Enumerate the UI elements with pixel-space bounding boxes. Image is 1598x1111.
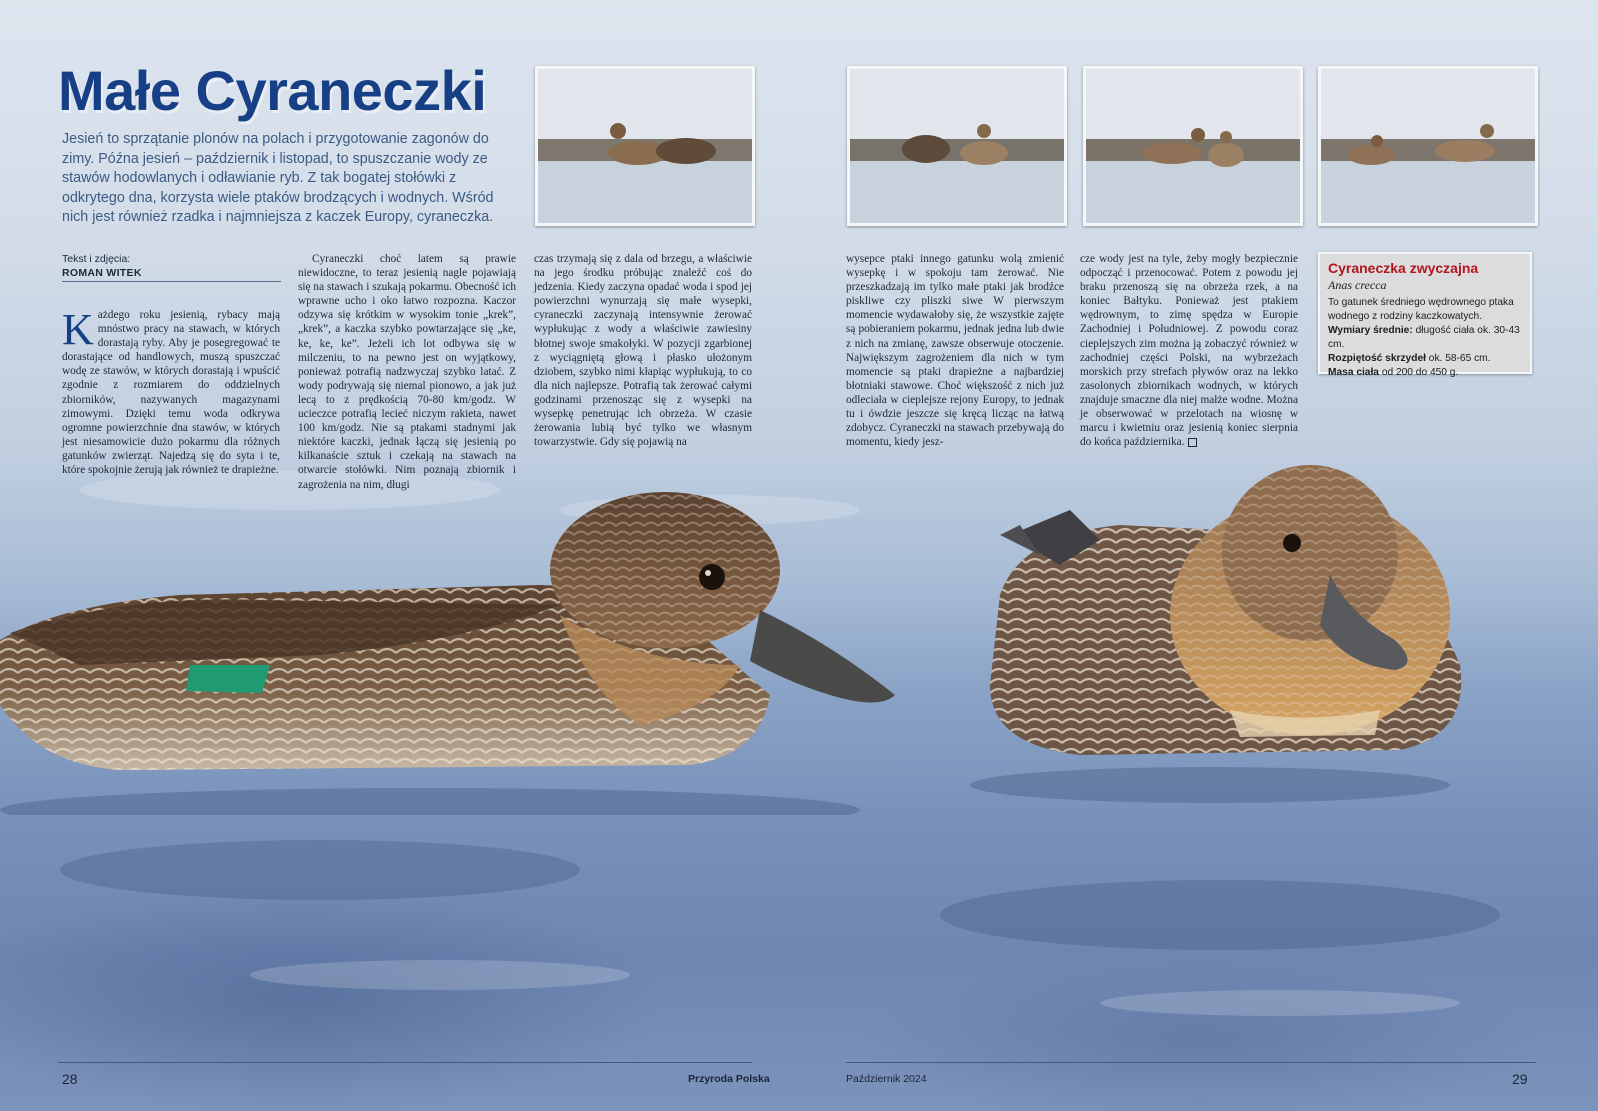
page-number-right: 29 [1512, 1071, 1528, 1087]
water-ripple [1100, 990, 1460, 1016]
text-column-5 [1080, 252, 1298, 449]
page-number-left: 28 [62, 1071, 78, 1087]
text-column-3 [534, 252, 752, 449]
thumbnail-photo-3 [1083, 66, 1303, 226]
column-text: cze wody jest na tyle, żeby mogły bezpiecznie odpocząć i przenocować. Potem z powodu jej braku przenoszą się na obrzeża rzek, a na koniec Bałtyku. Ponieważ jest ptakiem wędrownym, to zimę spędza w Europie Zachodniej i Południowej. Z powodu coraz cieplejszych zim można ją zobaczyć również w zachodniej części Polski, na wybrzeżach morskich przy strefach pływów oraz na lekko zasolonych zbiornikach wodnych, w których znajduje smaczne dla niej małże wodne. Można je obserwować w przelotach na wiosnę w marcu i kwietniu oraz jesienią koniec sierpnia do końca października. [1080, 253, 1298, 449]
drop-cap: K [62, 305, 94, 354]
hero-photo-teal-ducks [0, 465, 1598, 815]
issue-date: Październik 2024 [846, 1073, 927, 1085]
factbox-title: Cyraneczka zwyczajna [1328, 260, 1479, 276]
teal-pair-illustration [538, 69, 752, 223]
column-text: ażdego roku jesienią, rybacy mają mnóstwo pracy na stawach, w których dorastają ryby. Aby je posegregować te dorastające od handlowych, muszą spuszczać wodę ze stawów, w których dorastają i wpuścić zgodnie z rozmiarem do oddzielnych zbiorników, nazywanych magazynami zimowymi. Dzięki temu woda odkrywa ogromne powierzchnie dna stawów, w których jest niesamowicie dużo pokarmu dla różnych gatunków zwierząt. Najedzą się do syta i te, które spokojnie żerują jak również te drapieżne. [62, 309, 280, 477]
factbox-mass-value: od 200 do 450 g. [1378, 367, 1459, 378]
factbox-mass-label: Masa ciała [1328, 367, 1379, 378]
factbox-latin-name: Anas crecca [1328, 278, 1387, 292]
column-text: czas trzymają się z dala od brzegu, a właściwie na jego środku próbując znaleźć coś do jedzenia. Kiedy zaczyna opadać woda i spod jej powierzchni wynurzają się małe wysepki, cyraneczki zaczynają intensywnie żerować wypłukując z wody a właściwie zawiesiny błotnej swoje smakołyki. W pozycji zgarbionej z wyciągniętą głową i płasko ułożonym dziobem, szybko nimi kłapiąc wypłukują, to co dla nich najlepsze. Potrafią tak żerować całymi godzinami przenosząc się z wysepki na wysepkę penetrując ich obrzeża. W czasie żerowania lubią być tylko we własnym towarzystwie. Gdy się pojawią na [534, 253, 752, 449]
factbox-wingspan-value: ok. 58-65 cm. [1425, 353, 1491, 364]
footer-rule-left [58, 1062, 752, 1063]
factbox-mass [1328, 366, 1522, 380]
thumbnail-photo-1 [535, 66, 755, 226]
byline-label: Tekst i zdjęcia: [62, 253, 131, 265]
article-lead: Jesień to sprzątanie plonów na polach i przygotowanie zagonów do zimy. Późna jesień – październik i listopad, to spuszczanie wody ze stawów hodowlanych i odławianie ryb. Z tak bogatej stołówki z odkrytego dna, korzysta wiele ptaków brodzących i wodnych. Wśród nich jest również rzadka i najmniejsza z kaczek Europy, cyraneczka. [62, 131, 494, 225]
teal-pair-illustration [1321, 69, 1535, 223]
magazine-name: Przyroda Polska [688, 1073, 770, 1085]
text-column-1 [62, 305, 280, 477]
species-factbox [1318, 252, 1532, 378]
column-text: Cyraneczki choć latem są prawie niewidoczne, to teraz jesienią nagle pojawiają się na stawach i szukają pokarmu. Obecność ich wprawne ucho i oko łatwo rozpozna. Kaczor odzywa się krótkim w wysokim tonie „krek”, „krek”, a kaczka szybko powtarzające się „ke, ke, ke, ke”. Jeżeli ich lot odbywa się w milczeniu, to na pewno jest on wyjątkowy, ponieważ potrafią nadzwyczaj szybko latać. Z wody podrywają się niemal pionowo, a jak już lecą to z prędkością 70-80 km/godz. W ucieczce potrafią lecieć niczym rakieta, nawet 100 km/godz. Nie są ptakami stadnymi jak niektóre kaczki, jednak łączą się jesienią po kilkanaście sztuk i czekają na stawach na otwarcie stołówki. Nim poznają zbiornik i zagrożenia na nim, długi [298, 253, 516, 491]
column-text: wysepce ptaki innego gatunku wolą zmienić wysepkę i w spokoju tam żerować. Nie przeszkadzają im tylko małe ptaki jak brodźce piskliwe czy pliszki siwe W pierwszym momencie wydawałoby się, że wszystkie zajęte są pobieraniem pokarmu, jednak jedna lub dwie z nich na zmianę, zawsze obserwuje otoczenie. Największym zagrożeniem dla nich w tym momencie są ptaki drapieżne a najbardziej błotniaki stawowe. Choć większość z nich już odleciała w cieplejsze rejony Europy, to jednak tu i ówdzie jeszcze się kręcą licząc na łatwą zdobycz. Cyraneczki na stawach przebywają do momentu, kiedy jesz- [846, 253, 1064, 449]
text-column-2 [298, 252, 516, 492]
factbox-dimensions-value: długość ciała ok. 30-43 cm. [1328, 325, 1520, 350]
text-column-4 [846, 252, 1064, 449]
end-of-article-mark [1188, 438, 1197, 447]
duck-left [0, 492, 895, 770]
thumbnail-photo-2 [847, 66, 1067, 226]
thumbnail-photo-4 [1318, 66, 1538, 226]
teal-pair-illustration [1086, 69, 1300, 223]
factbox-intro: To gatunek średniego wędrownego ptaka wodnego z rodziny kaczkowatych. [1328, 297, 1514, 322]
teal-pair-illustration [850, 69, 1064, 223]
factbox-wingspan-label: Rozpiętość skrzydeł [1328, 353, 1426, 364]
byline [62, 252, 281, 282]
byline-author: ROMAN WITEK [62, 267, 142, 279]
footer-rule-right [846, 1062, 1536, 1063]
factbox-dimensions [1328, 324, 1522, 352]
factbox-wingspan [1328, 352, 1522, 366]
duck-right [990, 465, 1461, 755]
water-ripple [60, 840, 580, 900]
article-title: Małe Cyraneczki [58, 59, 487, 122]
water-ripple [250, 960, 630, 990]
water-ripple [940, 880, 1500, 950]
factbox-dimensions-label: Wymiary średnie: [1328, 325, 1413, 336]
